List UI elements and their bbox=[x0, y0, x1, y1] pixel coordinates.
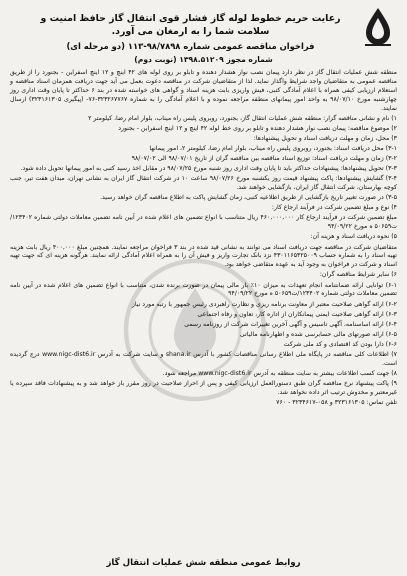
footer-signature: روابط عمومی منطقه شش عملیات انتقال گاز bbox=[106, 558, 301, 568]
clause-6-2: ۶-۲) ارائه گواهی صلاحیت معتبر از معاونت برنامه ریزی و نظارت راهبردی رئیس جمهور با رتبه مورد نیاز bbox=[131, 300, 397, 308]
clause-6-3: ۶-۳) ارائه گواهی صلاحیت ایمنی پیمانکاران از اداره کار، تعاون و رفاه اجتماعی bbox=[197, 310, 397, 318]
document-fee: متقاضیان شرکت در مناقصه جهت دریافت اسناد می توانند به نشانی قید شده در بند ۳ فراخوان مراجعه نمایند. همچنین مبلغ ۴۰۰,۰۰۰ ریال بابت هزینه تهیه اسناد را به شماره حساب ۴۳۰۱۱۶۵۳۲۵۰۰۹ نزد بانک تجارت واریز و فیش آن را به همراه اعلام آمادگی ارائه نمایند. هرگونه هزینه ای که جهت تهیه اسناد و شرکت در فراخوان به وجود آید به عهده متقاضی خواهد بود. bbox=[10, 243, 397, 269]
clause-3-2: ۳-۲) زمان و مهلت دریافت اسناد: توزیع اسناد مناقصه بین مناقصه گران از تاریخ ۹۸/۰۷/۰۱ الی ۹۸/۰۷/۰۲ bbox=[131, 155, 397, 163]
clause-7: ۷) اطلاعات کلی مناقصه در پایگاه ملی اطلاع رسانی مناقصات کشور با آدرس shana.ir و سایت شرکت به آدرس www.nigc-dist6.ir درج گردیده است. bbox=[10, 351, 397, 367]
clause-6: ۶) سایر شرایط مناقصه گران: bbox=[319, 271, 397, 279]
clause-5: ۵) نحوه دریافت اسناد و هزینه آن: bbox=[310, 233, 397, 241]
tender-number: فراخوان مناقصه عمومی شماره ۹۸/۷۸۹۸-۱۱۳ (دو مرحله ای) bbox=[66, 41, 315, 51]
clause-3: ۳) محل، زمان و مهلت دریافت اسناد و تحویل پیشنهادها: bbox=[253, 134, 397, 142]
watermark-logo-icon bbox=[120, 255, 270, 405]
clause-3-1: ۳-۱) محل دریافت اسناد: بجنورد، روبروی پلیس راه میناب، بلوار امام رضا، کیلومتر ۲، امور پیمانها bbox=[149, 145, 397, 152]
clause-4: ۴) نوع و مبلغ تضمین شرکت در فرآیند ارجاع کار: bbox=[271, 204, 397, 212]
guarantee-amount: مبلغ تضمین شرکت در فرآیند ارجاع کار ۴۶۰,۰۰۰,۰۰۰ ریال متناسب با انواع تضمین های اعلام شده در آیین نامه تضمین معاملات دولتی شماره ۱۲۳۴۰۲/ت۵۰۶۵۹ ه مورخ ۹۴/۰۹/۲۲ bbox=[10, 214, 397, 231]
clause-3-4: ۳-۴) گشایش پیشنهادها: پاکت پیشنهاد قیمت روز یکشنبه مورخ ۹۸/۰۷/۲۶ ساعت ۱۰ در شرکت انتقال گاز ایران به نشانی تهران، میدان هفت تیر، جنب کوچه بهارستان، شرکت انتقال گاز ایران، بازگشایی خواهند شد. bbox=[10, 175, 397, 192]
permit-number: شماره مجوز ۱۳۹۸.۵۱۲۰۹ (نوبت دوم) bbox=[134, 55, 273, 64]
clause-3-3: ۳-۳) تحویل پیشنهادها: پیشنهادات حداکثر باید تا پایان وقت اداری روز شنبه مورخ ۹۸/۰۷/۲۵ در مقابل اخذ رسید کتبی به امور پیمانها تحویل داده شود. bbox=[20, 165, 397, 173]
clause-8: ۸) جهت کسب اطلاعات بیشتر به سایت منطقه به آدرس www.nigc-dist6.ir مراجعه شود. bbox=[162, 370, 397, 378]
clause-9: ۹) پاکت پیشنهاد نرخ مناقصه گران طبق دستورالعمل ارزیابی کیفی و پس از احراز صلاحیت در روز مقرر باز خواهد شد و به پیشنهادات فاقد سپرده یا غیرمعتبر و مخدوش ترتیب اثر داده نخواهد شد. bbox=[10, 380, 397, 397]
intro-paragraph: منطقه شش عملیات انتقال گاز در نظر دارد پیمان نصب نوار هشدار دهنده و تابلو بر روی لوله های ۴۲ اینچ و ۱۲ اینچ اسفراین - بجنورد را از طریق مناقصه عمومی به متقاضیان واجد شرایط واگذار نماید. لذا از متقاضیان شرکت در مناقصه دعوت بعمل می آید جهت دریافت همزمان اسناد مناقصه و استعلام ارزیابی کیفی همراه با اعلام آمادگی کتبی، فیش واریزی بابت هزینه اسناد و گواهی های خواسته شده در بند ۶ حداکثر تا پایان وقت اداری روز چهارشنبه مورخ ۹۸/۰۷/۱۰ به واحد امور پیمانهای منطقه مراجعه نموده و با اعلام آمادگی را به شماره ۳۲۳۲۶۷۷۶۷-۷۶- (پیگیری ۳۲۳۱۶۱۳۰۵) ارسال نمایند. bbox=[10, 69, 398, 112]
clause-6-1: ۶-۱) توانایی ارائه ضمانتنامه انجام تعهدات به میزان ۱۰٪ بار مالی پیمان در صورت برنده شدن، متناسب با انواع تضمین های اعلام شده در آیین نامه تضمین معاملات دولتی شماره ۱۲۳۴۰۲/ت۵۰۶۵۹ ه مورخ ۹۴/۰۹/۲۲ bbox=[10, 281, 397, 298]
clause-6-6: ۶-۶) دارا بودن کد اقتصادی و کد ملی شرکت bbox=[283, 340, 397, 348]
clause-6-4: ۶-۴) ارائه اساسنامه، آگهی تاسیس و آگهی آخرین تغییرات شرکت از روزنامه رسمی bbox=[184, 320, 397, 328]
nigc-logo-icon bbox=[361, 6, 395, 48]
clause-3-5: ۳-۵) در صورت تغییر تاریخ بازگشایی از طریق اطلاعیه کتبی، زمان گشایش پاکت به اطلاع مناقصه گران خواهد رسید. bbox=[100, 194, 397, 202]
page-title: رعایت حریم خطوط لوله گاز فشار قوی انتقال گاز حافظ امنیت و سلامت شما را به ارمغان می آورد. bbox=[40, 13, 341, 37]
contact-phone: تلفن تماس: ۳۲۳۱۶۱۳۰۵ و ۰۵۸-۳۲۳۴۶۱۷ - ۷۶۰ bbox=[276, 399, 397, 407]
clause-6-5: ۶-۵) ارائه صورتهای مالی حسابرسی شده و اظهارنامه مالیاتی bbox=[239, 330, 397, 338]
clause-1: ۱) نام و نشانی مناقصه گزار: منطقه شش عملیات انتقال گاز، بجنورد، روبروی پلیس راه میناب، بلوار امام رضا، کیلومتر ۲ bbox=[88, 114, 397, 122]
clause-2: ۲) موضوع مناقصه: پیمان نصب نوار هشدار دهنده و تابلو بر روی خط لوله ۴۲ اینچ و ۱۲ اینچ اسفراین - بجنورد bbox=[118, 124, 397, 132]
